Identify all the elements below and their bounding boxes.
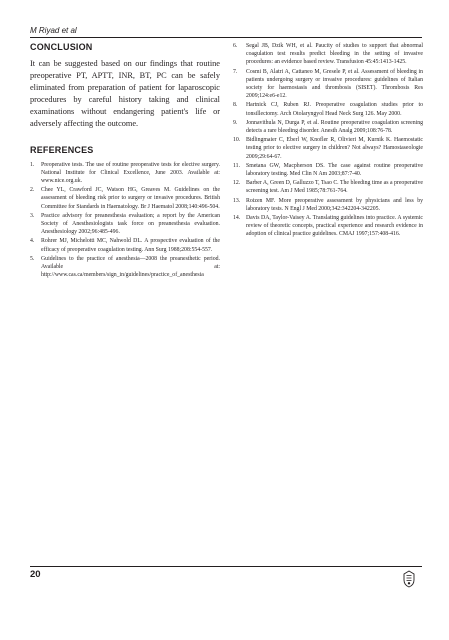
reference-text: Smetana GW, Macpherson DS. The case against routine preoperative laboratory testing. Med Clin N Am 2003;87:7-40.	[246, 162, 423, 178]
reference-text: Roizen MF. More preoperative assessment by physicians and less by laboratory tests. N Engl J Med 2000;342:342204-342205.	[246, 197, 423, 212]
conclusion-text: It can be suggested based on our findings that routine preoperative PT, APTT, INR, BT, PC can be safely eliminated from preparation of patient for laparoscopic procedures by careful history taking and clinical examinations without endangering patient's life or adversely affecting the outcome.	[30, 59, 220, 129]
reference-number: 11.	[233, 162, 241, 169]
reference-text: Bidlingmaier C, Eberl W, Knofler R, Olivieri M, Kurnik K. Haemostatic testing prior to elective surgery in children? Not always? Hamostaseologie 2009;29:64-67.	[246, 137, 423, 160]
reference-text: Cosmi B, Alatri A, Cattaneo M, Gresele P, et al. Assessment of bleeding in patients undergoing surgery or invasive procedures: guidelines of Italian society for haemostasis and thrombosis (SISET). Thrombosis Res 2009;124:e6-e12.	[246, 68, 423, 100]
reference-number: 1.	[30, 161, 35, 168]
reference-text: Barber A, Green D, Galluzzo T, Tsao C. The bleeding time as a preoperative screening test. Am J Med 1985;78:761-764.	[246, 180, 423, 195]
reference-text: Preoperative tests. The use of routine preoperative tests for elective surgery. National Institute for Clinical Excellence, June 2003. Available at: www.nice.org.uk.	[41, 161, 220, 184]
reference-number: 4.	[30, 238, 35, 245]
reference-number: 12.	[233, 180, 241, 187]
references-heading: REFERENCES	[30, 144, 94, 155]
references-list-left	[30, 161, 220, 280]
left-column	[30, 42, 220, 280]
reference-item	[233, 68, 423, 101]
reference-number: 13.	[233, 197, 241, 204]
running-header: M Riyad et al	[30, 26, 77, 35]
reference-text: Davis DA, Taylor-Vaisey A. Translating guidelines into practice. A systemic review of theoretic concepts, practical experience and research evidence in adoption of clinical practice guidelines. CMAJ 1997;157:408-416.	[246, 215, 423, 238]
reference-text: Hartnick CJ, Ruben RJ. Preoperative coagulation studies prior to tonsillectomy. Arch Otolaryngyol Head Neck Surg 126. May 2000.	[246, 102, 423, 117]
reference-item	[233, 214, 423, 239]
reference-item	[233, 42, 423, 67]
reference-number: 9.	[233, 119, 238, 126]
reference-item	[233, 119, 423, 135]
reference-number: 5.	[30, 255, 35, 262]
reference-number: 10.	[233, 137, 241, 144]
reference-number: 6.	[233, 43, 238, 49]
reference-item	[30, 186, 220, 211]
reference-item	[233, 101, 423, 117]
reference-text: Practice advisory for preanesthesia evaluation; a report by the American Society of Anesthesiologists task force on preanesthesia evaluation. Anesthesiology 2002;96:485-496.	[41, 212, 220, 236]
reference-text: Rohrer MJ, Michelotti MC, Nahwold DL. A prospective evaluation of the efficacy of preoperative coagulation testing. Ann Surg 1988;208:554-557.	[41, 238, 220, 253]
reference-number: 14.	[233, 215, 241, 222]
reference-item	[233, 179, 423, 195]
reference-text: Chee YL, Crawford JC, Watson HG, Greaves M. Guidelines on the assessment of bleeding risk prior to surgery or invasive procedures. British Committee for Standards in Haematology. Br J Haematol 2008;140:496-504.	[41, 187, 220, 210]
footer-rule	[30, 566, 422, 567]
reference-item	[30, 161, 220, 186]
reference-text: Guidelines to the practice of anesthesia—2008 the preanesthetic period. Available at: http://www.cas.ca/members/sign_in/guidelines/practice_of_anesthesia	[41, 255, 220, 279]
reference-number: 8.	[233, 102, 238, 109]
publisher-emblem-icon	[402, 570, 416, 588]
references-list-right	[233, 42, 423, 239]
page-number: 20	[30, 569, 41, 580]
reference-number: 2.	[30, 187, 35, 194]
reference-text: Segal JB, Dzik WH, et al. Paucity of studies to support that abnormal coagulation test results predict bleeding in the setting of invasive procedures: an evidence based review. Transfusion 45:45:1413-1425.	[246, 43, 423, 66]
reference-item	[30, 212, 220, 237]
reference-number: 3.	[30, 212, 35, 219]
reference-item	[233, 136, 423, 161]
reference-text: Jonnavithula N, Durga P, et al. Routine preoperative coagulation screening detects a rare bleeding disorder. Anesth Analg 2009;108:76-78.	[246, 119, 423, 135]
reference-item	[30, 237, 220, 253]
reference-item	[30, 255, 220, 280]
reference-item	[233, 162, 423, 178]
header-rule	[30, 37, 422, 38]
conclusion-heading: CONCLUSION	[30, 42, 93, 52]
reference-number: 7.	[233, 68, 238, 75]
reference-item	[233, 197, 423, 213]
right-column	[233, 42, 423, 240]
